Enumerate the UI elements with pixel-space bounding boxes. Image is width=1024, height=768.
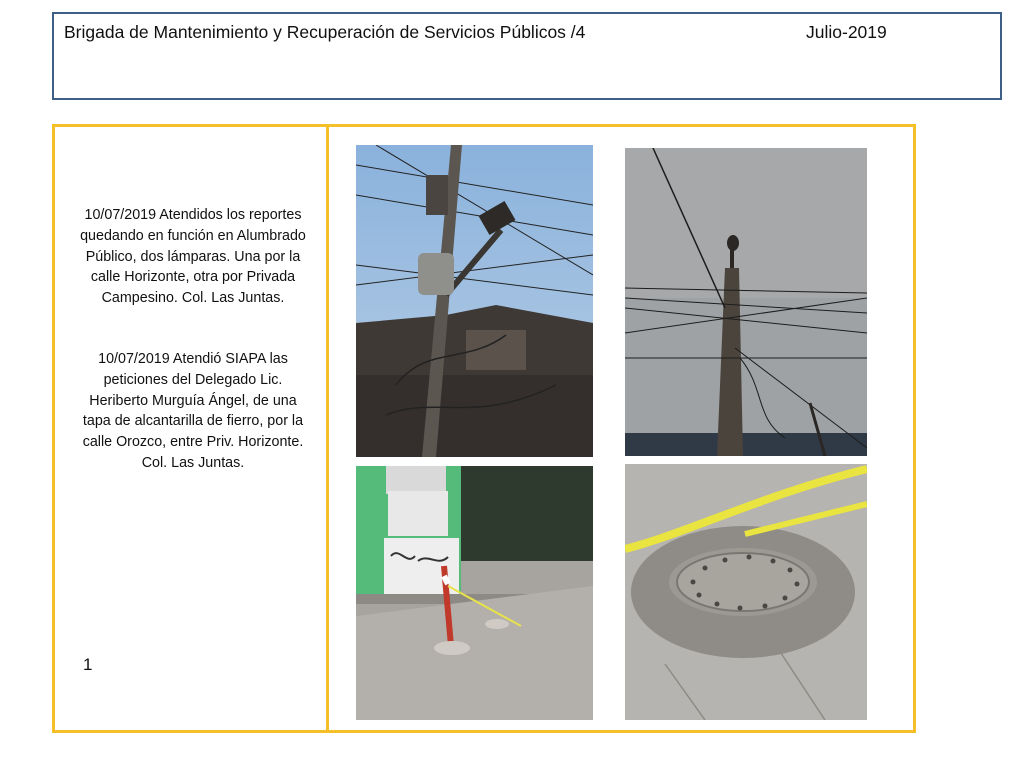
- column-divider: [326, 127, 329, 730]
- photo-streetlight-2: [625, 148, 867, 456]
- photo-street-barrier: [356, 466, 593, 720]
- report-text: [77, 205, 309, 474]
- document-date: Julio-2019: [806, 22, 887, 42]
- header-box: [52, 12, 1002, 100]
- report-entry-1: 10/07/2019 Atendidos los reportes quedando en función en Alumbrado Público, dos lámparas. Una por la calle Horizonte, otra por Privada Campesino. Col. Las Juntas.: [80, 207, 306, 307]
- photo-streetlight-1: [356, 145, 593, 457]
- report-entry-2: 10/07/2019 Atendió SIAPA las peticiones del Delegado Lic. Heriberto Murguía Ángel, de una tapa de alcantarilla de fierro, por la calle Orozco, entre Priv. Horizonte. Col. Las Juntas.: [82, 350, 304, 471]
- document-title: Brigada de Mantenimiento y Recuperación de Servicios Públicos /4: [64, 22, 586, 42]
- page-number: 1: [83, 655, 93, 674]
- photo-manhole-cover: [625, 464, 867, 720]
